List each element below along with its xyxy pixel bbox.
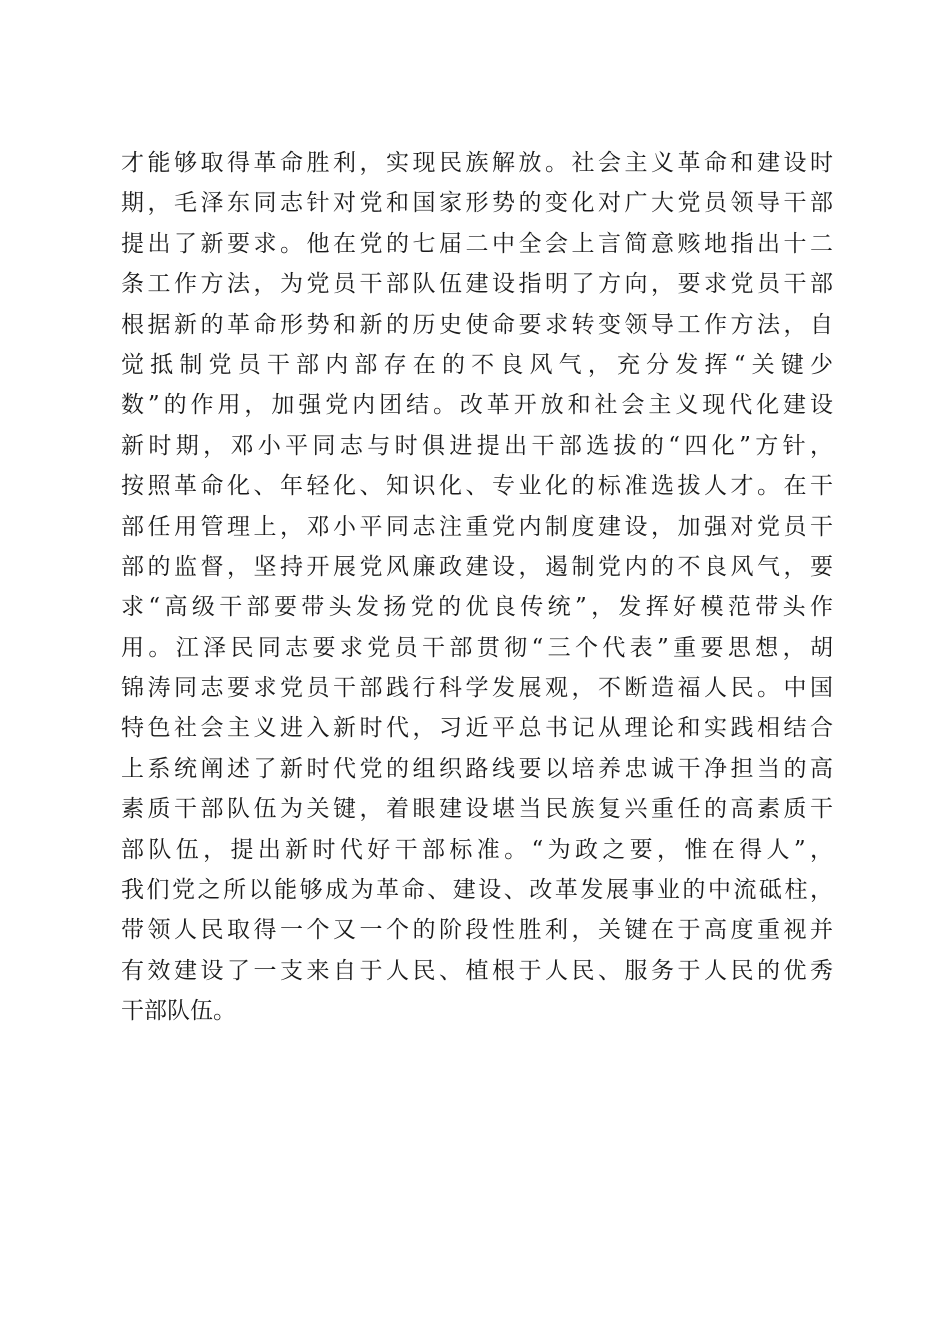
text-line: 上系统阐述了新时代党的组织路线要以培养忠诚干净担当的高: [121, 755, 833, 782]
text-line: 我们党之所以能够成为革命、建设、改革发展事业的中流砥柱，: [121, 877, 833, 904]
text-line: 素质干部队伍为关键，着眼建设堪当民族复兴重任的高素质干: [121, 796, 833, 823]
text-line: 才能够取得革命胜利，实现民族解放。社会主义革命和建设时: [121, 150, 833, 176]
text-line: 按照革命化、年轻化、知识化、专业化的标准选拔人才。在干: [121, 473, 833, 500]
text-line: 特色社会主义进入新时代，习近平总书记从理论和实践相结合: [121, 715, 833, 742]
text-line: 新时期，邓小平同志与时俱进提出干部选拔的“四化”方针，: [121, 432, 833, 459]
text-line: 带领人民取得一个又一个的阶段性胜利，关键在于高度重视并: [121, 917, 833, 944]
text-line: 用。江泽民同志要求党员干部贯彻“三个代表”重要思想，胡: [121, 634, 833, 661]
text-line: 根据新的革命形势和新的历史使命要求转变领导工作方法，自: [121, 311, 833, 338]
text-line: 求“高级干部要带头发扬党的优良传统”，发挥好模范带头作: [121, 594, 833, 621]
text-line: 期，毛泽东同志针对党和国家形势的变化对广大党员领导干部: [121, 190, 833, 217]
text-line: 觉抵制党员干部内部存在的不良风气，充分发挥“关键少: [121, 351, 833, 378]
text-line: 干部队伍。: [121, 998, 236, 1025]
text-line: 部任用管理上，邓小平同志注重党内制度建设，加强对党员干: [121, 513, 833, 540]
text-line: 部的监督，坚持开展党风廉政建设，遏制党内的不良风气，要: [121, 553, 833, 580]
text-line: 提出了新要求。他在党的七届二中全会上言简意赅地指出十二: [121, 230, 833, 257]
body-paragraph: [121, 143, 833, 1032]
text-line: 有效建设了一支来自于人民、植根于人民、服务于人民的优秀: [121, 957, 833, 984]
text-line: 数”的作用，加强党内团结。改革开放和社会主义现代化建设: [121, 392, 833, 419]
text-line: 部队伍，提出新时代好干部标准。“为政之要，惟在得人”，: [121, 836, 833, 863]
text-line: 条工作方法，为党员干部队伍建设指明了方向，要求党员干部: [121, 271, 833, 298]
text-line: 锦涛同志要求党员干部践行科学发展观，不断造福人民。中国: [121, 675, 833, 702]
